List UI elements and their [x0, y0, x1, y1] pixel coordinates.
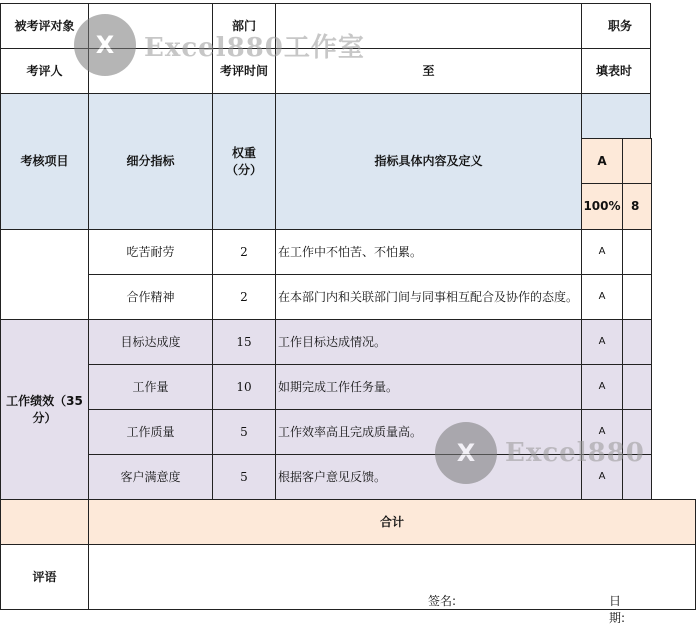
definition-cell[interactable]: 在本部门内和关联部门间与同事相互配合及协作的态度。: [275, 274, 582, 320]
grade-b-header[interactable]: [622, 138, 652, 184]
excel-logo-icon: X: [74, 14, 136, 76]
indicator-cell[interactable]: 目标达成度: [88, 319, 213, 365]
indicator-cell[interactable]: 客户满意度: [88, 454, 213, 500]
signature-label: 签名:: [428, 594, 457, 608]
appraisee-label[interactable]: 被考评对象: [0, 3, 89, 49]
grade-header-top[interactable]: [581, 93, 651, 139]
period-to-label[interactable]: 至: [275, 48, 582, 94]
weight-cell[interactable]: 10: [212, 364, 276, 410]
watermark-text: Excel880工作室: [144, 32, 365, 63]
grade-b-cell[interactable]: [622, 454, 652, 500]
grade-b-cell[interactable]: [622, 229, 652, 275]
weight-cell[interactable]: 5: [212, 454, 276, 500]
grade-cell[interactable]: A: [581, 229, 623, 275]
position-label[interactable]: 职务: [581, 3, 651, 49]
grade-cell[interactable]: A: [581, 319, 623, 365]
grade-cell[interactable]: A: [581, 274, 623, 320]
grade-b-cell[interactable]: [622, 364, 652, 410]
indicator-cell[interactable]: 工作质量: [88, 409, 213, 455]
definition-cell[interactable]: 工作目标达成情况。: [275, 319, 582, 365]
weight-cell[interactable]: 5: [212, 409, 276, 455]
grade-b-pct[interactable]: 8: [622, 183, 652, 230]
grade-a-header[interactable]: A: [581, 138, 623, 184]
appraiser-label[interactable]: 考评人: [0, 48, 89, 94]
indicator-cell[interactable]: 合作精神: [88, 274, 213, 320]
period-label[interactable]: 考评时间: [212, 48, 276, 94]
indicator-cell[interactable]: 工作量: [88, 364, 213, 410]
definition-cell[interactable]: 根据客户意见反馈。: [275, 454, 582, 500]
fill-date-label[interactable]: 填表时: [581, 48, 651, 94]
item-header[interactable]: 考核项目: [0, 93, 89, 230]
appraisee-value-cell[interactable]: [88, 3, 213, 49]
grade-b-cell[interactable]: [622, 274, 652, 320]
watermark-text: Excel880: [505, 438, 645, 468]
date-label: 日期:: [609, 594, 626, 625]
comment-value-cell[interactable]: [88, 544, 696, 610]
comment-label[interactable]: 评语: [0, 544, 89, 610]
definition-cell[interactable]: 工作效率高且完成质量高。: [275, 409, 582, 455]
grade-b-cell[interactable]: [622, 319, 652, 365]
weight-header[interactable]: 权重 （分）: [212, 93, 276, 230]
weight-cell[interactable]: 2: [212, 274, 276, 320]
total-label[interactable]: 合计: [88, 499, 696, 545]
grade-a-pct[interactable]: 100%: [581, 183, 623, 230]
weight-cell[interactable]: 2: [212, 229, 276, 275]
total-blank-cell[interactable]: [0, 499, 89, 545]
grade-b-cell[interactable]: [622, 409, 652, 455]
definition-header[interactable]: 指标具体内容及定义: [275, 93, 582, 230]
department-label[interactable]: 部门: [212, 3, 276, 49]
appraiser-value-cell[interactable]: [88, 48, 213, 94]
grade-cell[interactable]: A: [581, 409, 623, 455]
department-value-cell[interactable]: [275, 3, 582, 49]
grade-cell[interactable]: A: [581, 454, 623, 500]
definition-cell[interactable]: 在工作中不怕苦、不怕累。: [275, 229, 582, 275]
indicator-header[interactable]: 细分指标: [88, 93, 213, 230]
performance-group-label[interactable]: 工作绩效（35 分）: [0, 319, 89, 500]
indicator-cell[interactable]: 吃苦耐劳: [88, 229, 213, 275]
definition-cell[interactable]: 如期完成工作任务量。: [275, 364, 582, 410]
grade-cell[interactable]: A: [581, 364, 623, 410]
weight-cell[interactable]: 15: [212, 319, 276, 365]
excel-logo-icon: X: [435, 422, 497, 484]
attitude-group-cell[interactable]: [0, 229, 89, 320]
